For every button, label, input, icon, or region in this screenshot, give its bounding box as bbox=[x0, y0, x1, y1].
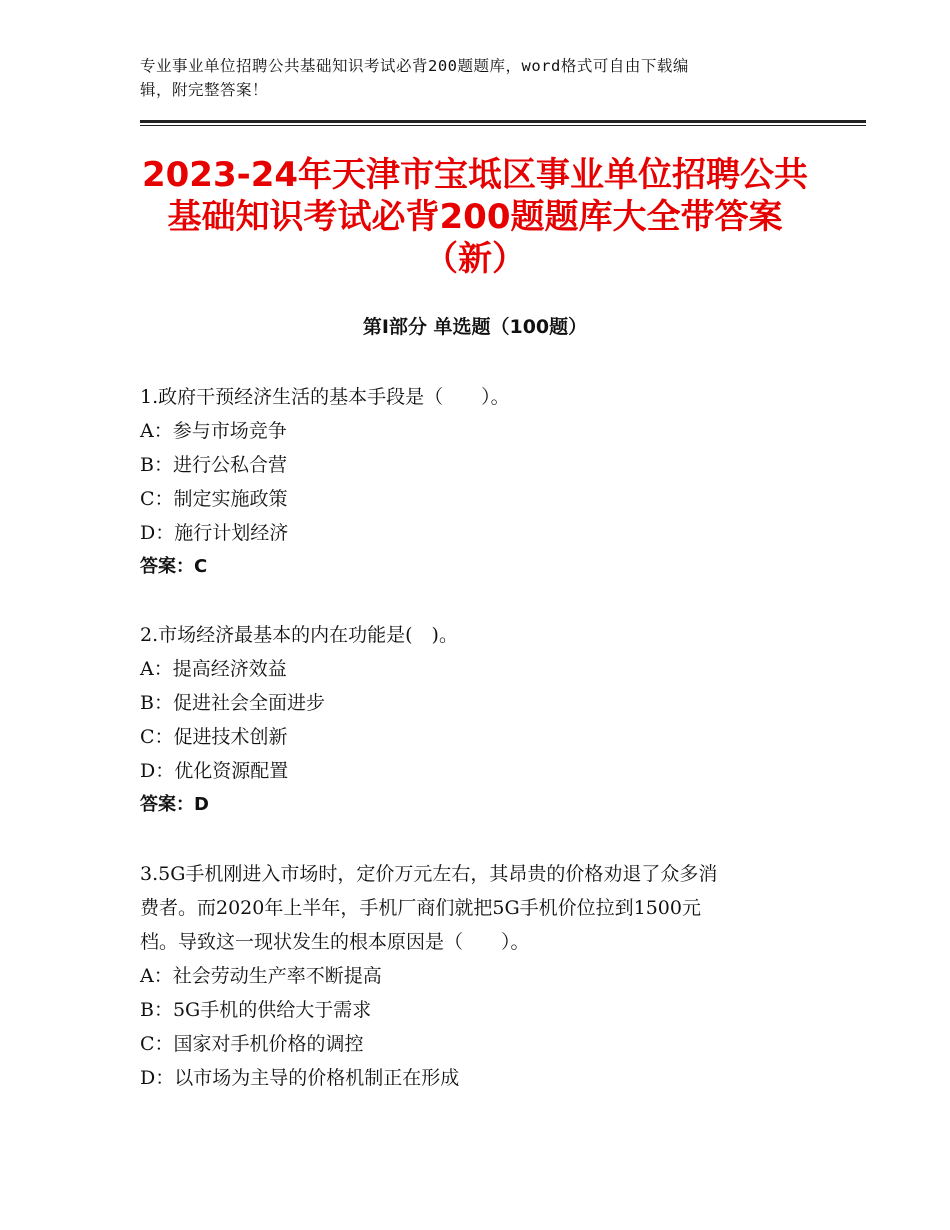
header-note-line: 专业事业单位招聘公共基础知识考试必背200题题库，word格式可自由下载编 bbox=[140, 57, 689, 75]
question-option: A：提高经济效益 bbox=[140, 658, 287, 680]
title-line: 基础知识考试必背200题题库大全带答案 bbox=[167, 197, 783, 237]
header-rule-thin bbox=[140, 125, 866, 126]
question-option: D：以市场为主导的价格机制正在形成 bbox=[140, 1067, 460, 1089]
question-option: B：进行公私合营 bbox=[140, 454, 287, 476]
question-option: A：参与市场竞争 bbox=[140, 420, 287, 442]
question-stem: 1.政府干预经济生活的基本手段是（ ）。 bbox=[140, 386, 510, 408]
question-option: D：施行计划经济 bbox=[140, 522, 289, 544]
question-option: C：制定实施政策 bbox=[140, 488, 288, 510]
section-title: 第Ⅰ部分 单选题（100题） bbox=[362, 316, 588, 338]
question-option: B：5G手机的供给大于需求 bbox=[140, 999, 372, 1021]
question-stem: 2.市场经济最基本的内在功能是( )。 bbox=[140, 624, 458, 646]
question-option: D：优化资源配置 bbox=[140, 760, 289, 782]
question-answer: 答案：D bbox=[140, 794, 209, 815]
header-note-line: 辑，附完整答案！ bbox=[140, 81, 269, 99]
question-stem: 费者。而2020年上半年，手机厂商们就把5G手机价位拉到1500元 bbox=[140, 897, 701, 919]
question-option: A：社会劳动生产率不断提高 bbox=[140, 965, 382, 987]
question-stem: 档。导致这一现状发生的根本原因是（ ）。 bbox=[140, 931, 530, 953]
title-line: 2023-24年天津市宝坻区事业单位招聘公共 bbox=[141, 155, 809, 195]
question-answer: 答案：C bbox=[140, 556, 208, 577]
title-line: （新） bbox=[424, 239, 526, 279]
document-title bbox=[140, 154, 810, 280]
question-option: C：促进技术创新 bbox=[140, 726, 288, 748]
question-option: C：国家对手机价格的调控 bbox=[140, 1033, 364, 1055]
question-option: B：促进社会全面进步 bbox=[140, 692, 325, 714]
header-rule-thick bbox=[140, 120, 866, 123]
header-note bbox=[140, 54, 800, 102]
question-stem: 3.5G手机刚进入市场时，定价万元左右，其昂贵的价格劝退了众多消 bbox=[140, 863, 718, 885]
